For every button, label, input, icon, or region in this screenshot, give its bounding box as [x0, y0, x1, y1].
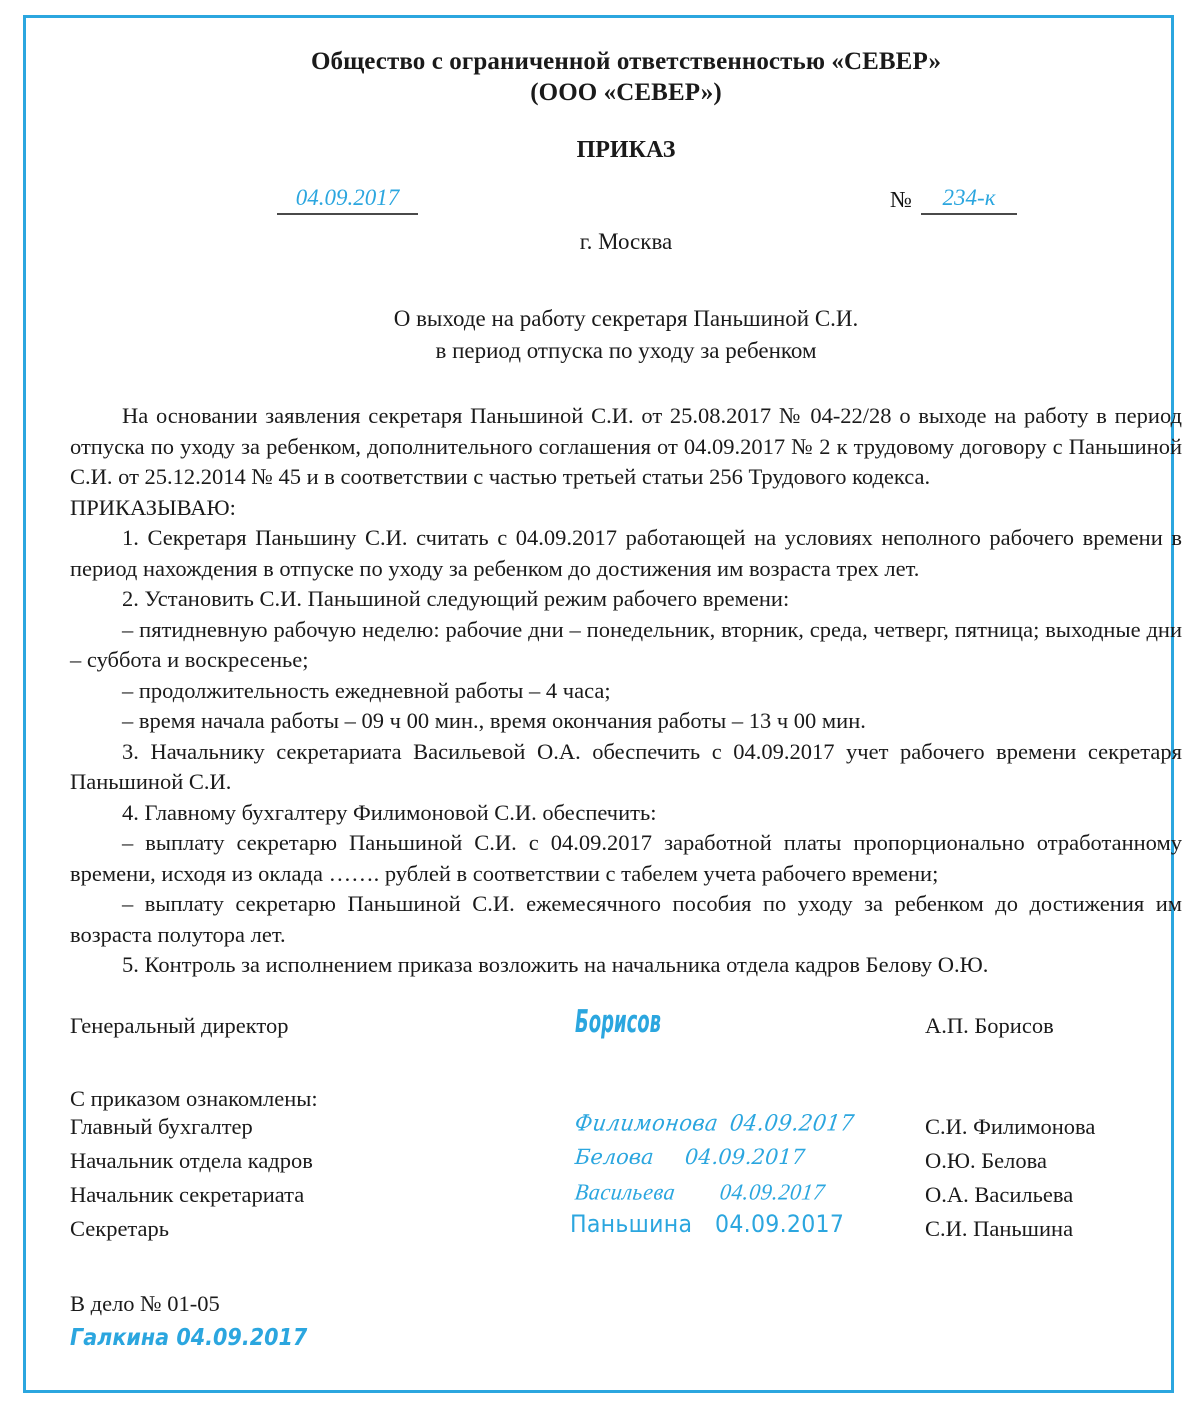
body-item-4: 4. Главному бухгалтеру Филимоновой С.И. обеспечить:	[122, 799, 657, 825]
body-item-2-sub-1: – пятидневную рабочую неделю: рабочие дни – понедельник, вторник, среда, четверг, пятница; выходные дни – суббота и воскресенье;	[70, 616, 1182, 672]
document-number-field[interactable]: 234-к	[921, 185, 1017, 215]
ack-name-label: С.И. Филимонова	[925, 1113, 1096, 1139]
document-border-frame	[23, 15, 1182, 1393]
number-sign-label: №	[890, 187, 912, 212]
document-page	[70, 46, 1182, 1396]
subject-line-1: О выходе на работу секретаря Паньшиной С.И.	[393, 306, 859, 331]
director-role-label: Генеральный директор	[70, 1012, 289, 1038]
body-item-2-sub-2: – продолжительность ежедневной работы – 4 часа;	[122, 677, 611, 703]
ack-signature-date: 04.09.2017	[728, 1109, 857, 1136]
ack-signature-mark: Васильева	[573, 1177, 678, 1204]
body-item-1: 1. Секретаря Паньшину С.И. считать с 04.09.2017 работающей на условиях неполного рабочего времени в период нахождения в отпуске по уходу за ребенком до достижения им возраста трех лет.	[70, 525, 1182, 581]
document-date-field[interactable]: 04.09.2017	[277, 185, 418, 215]
body-preamble: На основании заявления секретаря Паньшиной С.И. от 25.08.2017 № 04-22/28 о выходе на работу в период отпуска по уходу за ребенком, дополнительного соглашения от 04.09.2017 № 2 к трудовому договору с Паньшиной С.И. от 25.12.2014 № 45 и в соответствии с частью третьей статьи 256 Трудового кодекса.	[70, 403, 1182, 489]
ack-role-label: Секретарь	[70, 1215, 170, 1241]
document-number-group	[890, 185, 1017, 215]
organization-full-name: Общество с ограниченной ответственностью «СЕВЕР»	[310, 48, 942, 75]
ack-role-label: Главный бухгалтер	[70, 1113, 253, 1139]
acknowledgement-list	[70, 1109, 1182, 1250]
body-item-4-sub-2: – выплату секретарю Паньшиной С.И. ежемесячного пособия по уходу за ребенком до достижения им возраста полутора лет.	[70, 891, 1182, 947]
ack-role-label: Начальник секретариата	[70, 1181, 305, 1207]
ack-row-chief-accountant	[70, 1109, 1182, 1148]
ack-name-label: О.Ю. Белова	[925, 1147, 1047, 1173]
ack-name-label: О.А. Васильева	[925, 1181, 1074, 1207]
body-item-2: 2. Установить С.И. Паньшиной следующий режим рабочего времени:	[122, 586, 790, 611]
ack-row-secretary	[70, 1209, 1182, 1250]
file-number-label: В дело № 01-05	[70, 1290, 220, 1316]
file-clerk-signature: Галкина 04.09.2017	[70, 1324, 308, 1351]
director-signature-mark: Борисов	[575, 1002, 662, 1040]
ack-name-label: С.И. Паньшина	[925, 1215, 1074, 1241]
body-item-4-sub-1: – выплату секретарю Паньшиной С.И. с 04.09.2017 заработной платы пропорционально отработанному времени, исходя из оклада ……. рублей в соответствии с табелем учета рабочего времени;	[70, 830, 1182, 886]
ack-signature-date: 04.09.2017	[684, 1144, 807, 1169]
document-type-title: ПРИКАЗ	[576, 137, 676, 163]
ack-signature-mark: Белова	[574, 1144, 655, 1169]
director-name-label: А.П. Борисов	[925, 1012, 1054, 1038]
ack-signature-mark: Филимонова	[573, 1109, 720, 1136]
body-item-2-sub-3: – время начала работы – 09 ч 00 мин., время окончания работы – 13 ч 00 мин.	[122, 708, 866, 733]
file-disposition-note	[70, 1288, 1182, 1354]
body-item-5: 5. Контроль за исполнением приказа возложить на начальника отдела кадров Белову О.Ю.	[122, 952, 989, 977]
organization-short-name: (ООО «СЕВЕР»)	[530, 79, 722, 106]
ack-row-hr-head	[70, 1144, 1182, 1182]
subject-line-2: в период отпуска по уходу за ребенком	[435, 338, 817, 363]
document-header	[70, 46, 1182, 165]
acknowledgement-heading: С приказом ознакомлены:	[70, 1085, 318, 1111]
body-item-3: 3. Начальнику секретариата Васильевой О.А. обеспечить с 04.09.2017 учет рабочего времени секретаря Паньшиной С.И.	[70, 738, 1182, 794]
ack-signature-date: 04.09.2017	[718, 1177, 827, 1204]
document-body	[70, 401, 1182, 981]
order-keyword: ПРИКАЗЫВАЮ:	[70, 494, 236, 520]
director-signature-row	[70, 1002, 1182, 1049]
ack-role-label: Начальник отдела кадров	[70, 1147, 313, 1173]
document-meta-row	[70, 185, 1182, 219]
ack-signature-mark: Паньшина	[570, 1209, 693, 1238]
document-city: г. Москва	[579, 229, 673, 254]
ack-signature-date: 04.09.2017	[715, 1209, 845, 1238]
document-subject	[70, 303, 1182, 367]
